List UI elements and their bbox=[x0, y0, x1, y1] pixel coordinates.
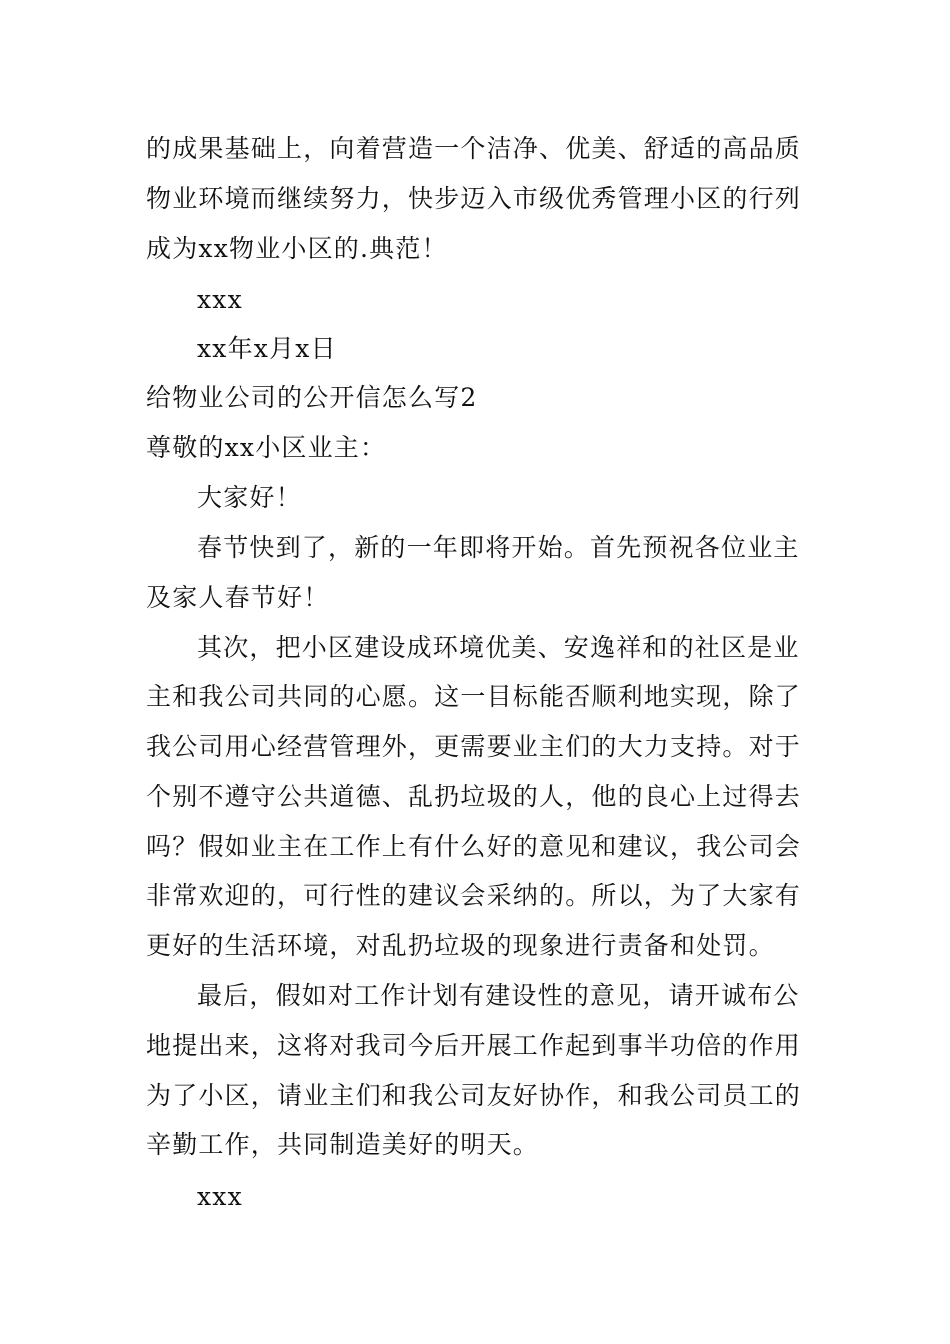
paragraph-line: 为了小区，请业主们和我公司友好协作，和我公司员工的 bbox=[146, 1081, 802, 1110]
section-title: 给物业公司的公开信怎么写2 bbox=[146, 383, 478, 412]
greeting: 大家好！ bbox=[197, 483, 302, 512]
paragraph-line: 个别不遵守公共道德、乱扔垃圾的人，他的良心上过得去 bbox=[146, 782, 802, 811]
signature-name: xxx bbox=[197, 285, 243, 314]
paragraph-line: 辛勤工作，共同制造美好的明天。 bbox=[146, 1130, 540, 1159]
paragraph-line: 更好的生活环境，对乱扔垃圾的现象进行责备和处罚。 bbox=[146, 931, 775, 960]
paragraph-line: 及家人春节好！ bbox=[146, 583, 330, 612]
paragraph-line: 成为xx物业小区的.典范！ bbox=[146, 234, 448, 263]
paragraph-line: 最后，假如对工作计划有建设性的意见，请开诚布公 bbox=[197, 981, 800, 1010]
paragraph-line: 我公司用心经营管理外，更需要业主们的大力支持。对于 bbox=[146, 732, 802, 761]
salutation: 尊敬的xx小区业主： bbox=[146, 433, 387, 462]
paragraph-line: 的成果基础上，向着营造一个洁净、优美、舒适的高品质 bbox=[146, 134, 802, 163]
paragraph-line: 非常欢迎的，可行性的建议会采纳的。所以，为了大家有 bbox=[146, 881, 802, 910]
paragraph-line: 春节快到了，新的一年即将开始。首先预祝各位业主 bbox=[197, 533, 800, 562]
paragraph-line: 地提出来，这将对我司今后开展工作起到事半功倍的作用 bbox=[146, 1031, 802, 1060]
signature-name: xxx bbox=[197, 1182, 243, 1211]
paragraph-line: 物业环境而继续努力，快步迈入市级优秀管理小区的行列 bbox=[146, 184, 802, 213]
paragraph-line: 主和我公司共同的心愿。这一目标能否顺利地实现，除了 bbox=[146, 682, 802, 711]
signature-date: xx年x月x日 bbox=[197, 334, 337, 363]
paragraph-line: 其次，把小区建设成环境优美、安逸祥和的社区是业 bbox=[197, 633, 800, 662]
paragraph-line: 吗？假如业主在工作上有什么好的意见和建议，我公司会 bbox=[146, 832, 802, 861]
